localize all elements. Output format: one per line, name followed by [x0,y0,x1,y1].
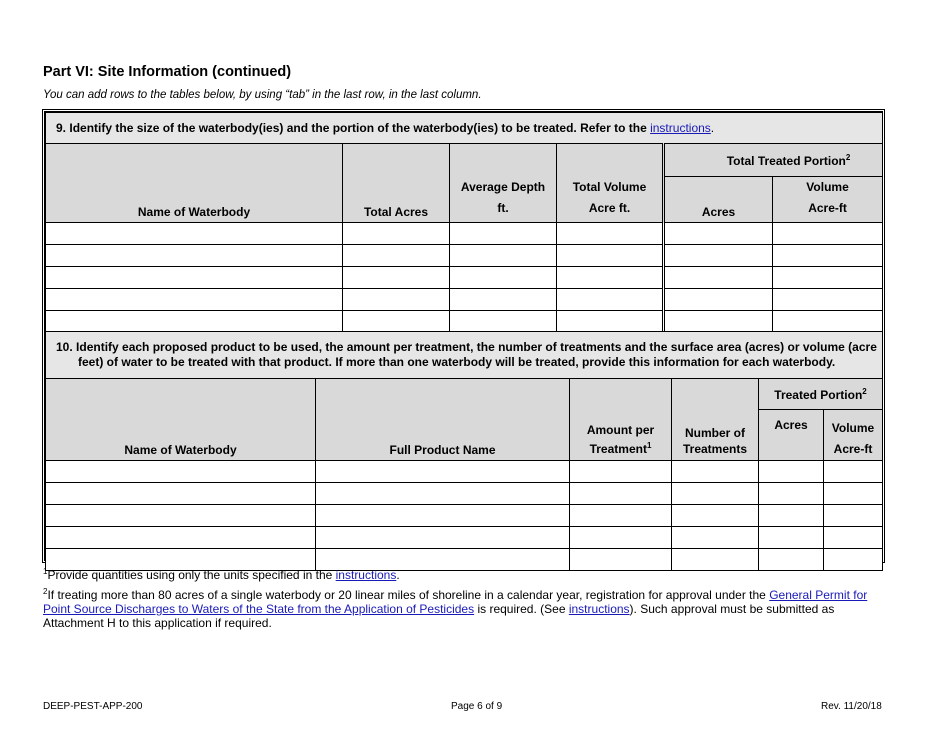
footnote-1-marker: 1 [43,567,48,576]
header-number-label: Number of [685,426,745,440]
header-full-product-name: Full Product Name [316,379,570,461]
question-9-text: Identify the size of the waterbody(ies) and the portion of the waterbody(ies) to be treated. Refer to the [69,121,647,135]
footnote-2-ref: 2 [862,386,867,396]
header-treated-portion-label: Treated Portion [774,387,863,402]
input-cell[interactable] [824,483,883,505]
input-cell[interactable] [343,289,450,311]
input-cell[interactable] [46,483,316,505]
input-cell[interactable] [46,223,343,245]
question-10 [46,332,883,379]
input-cell[interactable] [759,483,824,505]
input-cell[interactable] [672,483,759,505]
header-average-depth-unit: ft. [497,201,509,215]
input-cell[interactable] [46,245,343,267]
header-total-volume [557,144,664,223]
input-cell[interactable] [664,311,773,333]
waterbody-size-table [45,112,883,333]
question-9-period: . [710,121,715,135]
header-amount-treatment: Treatment [589,442,647,456]
input-cell[interactable] [316,483,570,505]
table-row [46,267,883,289]
header-treated-volume [824,410,883,461]
input-cell[interactable] [664,289,773,311]
input-cell[interactable] [824,549,883,571]
table-row [46,483,883,505]
input-cell[interactable] [672,505,759,527]
input-cell[interactable] [759,505,824,527]
input-cell[interactable] [450,245,557,267]
footnote-2-ref: 2 [845,152,851,162]
input-cell[interactable] [450,223,557,245]
input-cell[interactable] [773,267,883,289]
input-cell[interactable] [316,527,570,549]
table-row [46,527,883,549]
header-total-volume-label: Total Volume [572,180,647,194]
input-cell[interactable] [773,289,883,311]
input-cell[interactable] [773,223,883,245]
table-row [46,505,883,527]
footnote-1 [43,567,400,582]
input-cell[interactable] [450,267,557,289]
table-row [46,311,883,333]
input-cell[interactable] [343,245,450,267]
question-10-line1 [56,340,882,355]
table-row [46,223,883,245]
footer-page-number: Page 6 of 9 [451,701,503,712]
input-cell[interactable] [570,527,672,549]
input-cell[interactable] [664,223,773,245]
input-cell[interactable] [672,461,759,483]
page-subtitle: You can add rows to the tables below, by using “tab” in the last row, in the last column. [43,89,482,101]
question-10-text-2: feet) of water to be treated with that product. If more than one waterbody will be treated, provide this information for each waterbody. [78,355,836,369]
header-amount-label-2 [570,438,671,457]
general-permit-link[interactable]: General Permit for Point Source Discharges to Waters of the State from the Application of Pesticides [43,588,868,616]
site-info-form [42,109,885,563]
header-amount-label: Amount per [586,423,655,437]
table-row [46,461,883,483]
input-cell[interactable] [316,461,570,483]
header-average-depth [450,144,557,223]
input-cell[interactable] [46,505,316,527]
input-cell[interactable] [343,267,450,289]
header-total-volume-unit: Acre ft. [588,201,631,215]
instructions-link[interactable]: instructions [650,121,711,135]
input-cell[interactable] [450,311,557,333]
input-cell[interactable] [557,245,664,267]
input-cell[interactable] [570,549,672,571]
footnote-2-marker: 2 [43,587,48,596]
header-average-depth-label: Average Depth [460,180,546,194]
table-row [46,245,883,267]
header-total-treated-portion-label: Total Treated Portion [726,153,846,168]
footnote-2-end: ). Such approval must be submitted as Attachment H to this application if required. [43,602,835,630]
input-cell[interactable] [343,223,450,245]
header-treated-volume-label: Volume [806,180,849,194]
header-name-of-waterbody: Name of Waterbody [46,379,316,461]
question-10-text-1: Identify each proposed product to be used, the amount per treatment, the number of treatments and the surface area (acres) or volume (acre [76,340,877,354]
page-title: Part VI: Site Information (continued) [43,64,292,80]
footnote-2 [43,585,878,630]
input-cell[interactable] [759,461,824,483]
input-cell[interactable] [570,505,672,527]
question-10-number: 10. [56,340,73,354]
footnote-1-text: Provide quantities using only the units specified in the [47,568,333,582]
input-cell[interactable] [557,267,664,289]
footnote-1-ref: 1 [646,441,652,450]
footer-revision: Rev. 11/20/18 [821,701,882,712]
input-cell[interactable] [824,527,883,549]
input-cell[interactable] [557,223,664,245]
question-9 [46,113,883,144]
input-cell[interactable] [557,311,664,333]
input-cell[interactable] [46,267,343,289]
input-cell[interactable] [316,505,570,527]
input-cell[interactable] [664,245,773,267]
input-cell[interactable] [773,245,883,267]
header-number-label-2: Treatments [682,442,748,456]
input-cell[interactable] [664,267,773,289]
header-treated-acres: Acres [759,410,824,461]
header-number-of-treatments [672,379,759,461]
header-treated-volume [773,177,883,223]
question-9-number: 9. [56,121,67,135]
input-cell[interactable] [450,289,557,311]
header-treated-portion [759,379,883,410]
input-cell[interactable] [557,289,664,311]
table-row [46,289,883,311]
header-amount-per-treatment [570,379,672,461]
header-total-acres: Total Acres [343,144,450,223]
footnote-1-instructions-link[interactable]: instructions [335,568,397,582]
input-cell[interactable] [672,549,759,571]
input-cell[interactable] [570,483,672,505]
header-treated-volume-unit: Acre-ft [833,442,873,456]
product-treatment-table [45,331,883,571]
input-cell[interactable] [824,461,883,483]
header-name-of-waterbody: Name of Waterbody [46,144,343,223]
input-cell[interactable] [570,461,672,483]
input-cell[interactable] [759,549,824,571]
input-cell[interactable] [672,527,759,549]
footer-form-id: DEEP-PEST-APP-200 [43,701,143,712]
input-cell[interactable] [46,461,316,483]
header-treated-volume-unit: Acre-ft [808,201,847,215]
header-total-treated-portion [664,144,883,177]
header-treated-acres: Acres [664,177,773,223]
input-cell[interactable] [46,289,343,311]
footnote-2-text: If treating more than 80 acres of a single waterbody or 20 linear miles of shoreline in a calendar year, registration for approval under the [47,588,766,602]
input-cell[interactable] [824,505,883,527]
input-cell[interactable] [46,311,343,333]
input-cell[interactable] [759,527,824,549]
input-cell[interactable] [773,311,883,333]
input-cell[interactable] [46,527,316,549]
input-cell[interactable] [343,311,450,333]
footnote-2-mid: is required. (See [474,602,566,616]
footnote-2-instructions-link[interactable]: instructions [568,602,630,616]
footnote-1-end: . [396,568,400,582]
header-treated-volume-label: Volume [831,421,875,435]
